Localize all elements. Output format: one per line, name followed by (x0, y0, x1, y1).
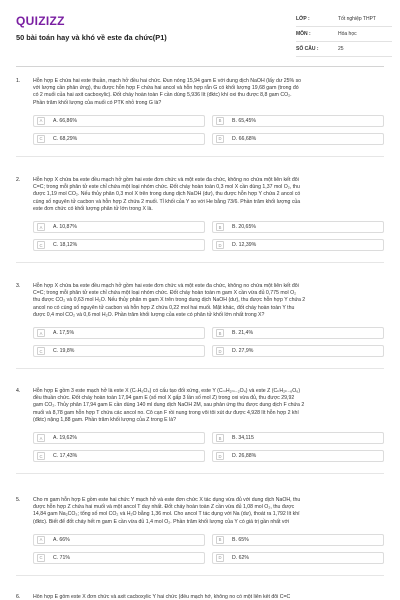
question-number: 1. (16, 78, 21, 84)
question-separator (16, 368, 384, 369)
question-text-line: gam CO₂. Thủy phân 17,94 gam E cần dùng 140 ml dung dịch NaOH 2M, sau phản ứng thu được dung dịch F chứa 2 (33, 402, 305, 409)
worksheet-header (0, 0, 400, 62)
question-text-line: được 1,19 mol CO₂. Nếu thủy phân 0,3 mol X trên trong dung dịch NaOH (dư), thu được hỗn hợp Y chứa 2 ancol có (33, 191, 301, 198)
option-letter-box: B (216, 329, 224, 337)
option-letter-box: C (37, 347, 45, 355)
meta-row-subject (296, 27, 392, 42)
question-6-partial (16, 594, 384, 600)
answer-option-c[interactable] (33, 345, 205, 357)
question-text-line: (đktc). Biết để đốt cháy hết m gam E cần vừa đủ 1,4 mol O₂. Phần trăm khối lượng của Y có giá trị gần nhất với (33, 518, 290, 525)
answer-option-a[interactable] (33, 534, 205, 546)
option-text: C. 68,29% (53, 135, 78, 142)
meta-row-count (296, 42, 392, 57)
answer-option-b[interactable] (212, 432, 384, 444)
question-text-line: được hỗn hợp Z chứa hai muối và một ancol T duy nhất. Đốt cháy hoàn toàn Z cần vừa đủ 1,08 mol O₂, thu được (33, 504, 295, 511)
option-letter-box: D (216, 347, 224, 355)
option-letter-box: D (216, 241, 224, 249)
header-divider (16, 66, 384, 67)
question-text (33, 78, 381, 107)
option-letter-box: C (37, 241, 45, 249)
answer-option-d[interactable] (212, 450, 384, 462)
question-text-line: C=C; trong mỗi phân tử este chỉ chứa một loại nhóm chức. Đốt cháy hoàn toàn m gam X cần vừa đủ 0,775 mol O₂ (33, 290, 297, 297)
option-letter-box: D (216, 554, 224, 562)
question-text-line: 14,84 gam Na₂CO₃; tổng số mol CO₂ và H₂O bằng 1,36 mol. Cho ancol T tác dụng với Na (dư), thoát ra 1,792 lít khí (33, 511, 300, 518)
question-text-line: este đơn chức có khối lượng phân tử lớn trong X là. (33, 205, 153, 212)
meta-row-class (296, 12, 392, 27)
answer-option-d[interactable] (212, 133, 384, 145)
meta-key: MÔN : (296, 31, 311, 37)
question-text-line: C=C; trong mỗi phân tử este chỉ chứa một loại nhóm chức. Đốt cháy hoàn toàn 0,3 mol X cần dùng 1,37 mol O₂, thu (33, 184, 300, 191)
option-text: A. 66,86% (53, 117, 77, 124)
question-text-line: cùng số nguyên tử cacbon và hỗn hợp Z chứa 2 muối. Tỉ khối của Y so với He bằng 73/6. Phần trăm khối lượng của (33, 198, 301, 205)
question-text-line: được 0,4 mol CO₂ và 0,6 mol H₂O. Phần trăm khối lượng của este có phân tử khối lớn nhất trong X? (33, 311, 265, 318)
answer-option-c[interactable] (33, 133, 205, 145)
question-number: 4. (16, 388, 21, 394)
question-separator (16, 473, 384, 474)
option-letter-box: B (216, 223, 224, 231)
option-text: C. 19,8% (53, 348, 75, 354)
option-text: C. 71% (53, 554, 71, 561)
question-number: 5. (16, 497, 21, 503)
question-text-line: Hỗn hợp E gồm 3 este mạch hở là este X (CₙH₆O₄) có cấu tạo đối xứng, este Y (CₘH₂ₘ₋₂O₄) và este Z (CₖH₂ₖ₋₆O₆) (33, 388, 301, 394)
question-text-line: (đktc) nặng 1,88 gam. Phần trăm khối lượng của Z trong E là? (33, 416, 176, 423)
option-text: C. 17,43% (53, 453, 78, 459)
question-text-line: Hỗn hợp E chứa hai este thuần, mạch hở đều hai chức. Đun nóng 15,94 gam E với dung dịch NaOH (lấy dư 25% so (33, 78, 302, 84)
question-text (33, 497, 381, 526)
option-text: D. 27,9% (232, 348, 254, 354)
option-letter-box: B (216, 117, 224, 125)
question-number: 6. (16, 594, 21, 600)
option-letter-box: A (37, 434, 45, 442)
answer-option-d[interactable] (212, 345, 384, 357)
question-text-line: với lượng cần phản ứng), thu được hỗn hợp F chứa hai ancol và hỗn hợp rắn G có khối lượng 19,68 gam (trong đó (33, 85, 299, 92)
option-text: D. 26,88% (232, 453, 257, 459)
question-text: Hỗn hợp E gồm este X đơn chức và axit cacboxylic Y hai chức (đều mạch hở, không no có một liên kết đôi C=C (33, 594, 291, 600)
question-text-line: Hỗn hợp X chứa ba este đều mạch hở gồm hai este đơn chức và một este đa chức, không no chứa một liên kết đôi (33, 177, 299, 183)
option-text: A. 66% (53, 536, 70, 543)
question-text-line: muối và 8,78 gam hỗn hợp T chứa các ancol no. Cô cạn F rồi nung trong vôi tôi xút dư được 4,928 lít hỗn hợp 2 khí (33, 409, 299, 416)
answer-option-c[interactable] (33, 552, 205, 564)
option-letter-box: C (37, 135, 45, 143)
quizizz-logo: QUIZIZZ (16, 14, 65, 28)
option-text: B. 65% (232, 536, 249, 543)
option-text: B. 20,65% (232, 224, 256, 230)
meta-key: LỚP : (296, 16, 310, 22)
option-letter-box: A (37, 223, 45, 231)
answer-option-b[interactable] (212, 115, 384, 127)
question-separator (16, 262, 384, 263)
meta-key: SỐ CÂU : (296, 46, 319, 52)
question-number: 2. (16, 177, 21, 183)
option-text: B. 21,4% (232, 330, 254, 336)
option-text: B. 34,115 (232, 435, 254, 441)
option-text: A. 17,5% (53, 330, 75, 336)
answer-option-b[interactable] (212, 327, 384, 339)
option-text: C. 18,12% (53, 242, 78, 248)
option-letter-box: C (37, 554, 45, 562)
worksheet-meta (296, 12, 392, 57)
answer-option-a[interactable] (33, 327, 205, 339)
option-letter-box: D (216, 135, 224, 143)
option-text: A. 19,62% (53, 435, 77, 441)
answer-option-b[interactable] (212, 221, 384, 233)
answer-option-d[interactable] (212, 239, 384, 251)
question-text-line: có 2 muối của hai axit cacboxylic). Đốt cháy hoàn toàn F cần dùng 5,936 lít (đktc) khí oxi thu được 8,8 gam CO₂. (33, 92, 292, 99)
question-text-line: đều thuần chức. Đốt cháy hoàn toàn 17,94 gam E (số mol X gấp 3 lần số mol Z) trong oxi vừa đủ, thu được 29,92 (33, 395, 295, 402)
option-text: D. 62% (232, 554, 250, 561)
option-letter-box: A (37, 329, 45, 337)
option-letter-box: B (216, 536, 224, 544)
meta-value: 25 (338, 46, 344, 52)
option-letter-box: A (37, 117, 45, 125)
answer-option-a[interactable] (33, 221, 205, 233)
question-text (33, 283, 381, 319)
worksheet-title: 50 bài toán hay và khó về este đa chức(P1) (16, 33, 167, 42)
question-number: 3. (16, 283, 21, 289)
meta-value: Tốt nghiệp THPT (338, 16, 376, 22)
option-letter-box: B (216, 434, 224, 442)
question-text (33, 388, 381, 424)
answer-option-c[interactable] (33, 450, 205, 462)
meta-value: Hóa học (338, 31, 357, 37)
option-text: B. 65,45% (232, 117, 256, 124)
option-letter-box: D (216, 452, 224, 460)
option-text: D. 12,39% (232, 242, 257, 248)
question-text (33, 177, 381, 213)
question-text-line: ancol no có cùng số nguyên tử cacbon và hỗn hợp Z chứa 0,22 mol hai muối. Mặt khác, đốt cháy hoàn toàn Y thu (33, 304, 295, 311)
answer-option-c[interactable] (33, 239, 205, 251)
question-text-line: Hỗn hợp X chứa ba este đều mạch hở gồm hai este đơn chức và một este đa chức, không no chứa một liên kết đôi (33, 283, 299, 289)
answer-option-d[interactable] (212, 552, 384, 564)
question-text-line: thu được CO₂ và 0,63 mol H₂O. Nếu thủy phân m gam X trên trong dung dịch NaOH (dư), thu được hỗn hợp Y chứa 2 (33, 297, 306, 304)
answer-option-a[interactable] (33, 432, 205, 444)
option-text: A. 10,87% (53, 224, 77, 230)
question-separator (16, 156, 384, 157)
question-text-line: Phần trăm khối lượng của muối có PTK nhỏ trong G là? (33, 99, 162, 106)
answer-option-a[interactable] (33, 115, 205, 127)
answer-option-b[interactable] (212, 534, 384, 546)
question-separator (16, 575, 384, 576)
option-letter-box: A (37, 536, 45, 544)
option-letter-box: C (37, 452, 45, 460)
question-text-line: Cho m gam hỗn hợp E gồm este hai chức Y mạch hở và este đơn chức X tác dụng vừa đủ với dung dịch NaOH, thu (33, 497, 301, 503)
option-text: D. 66,68% (232, 135, 257, 142)
